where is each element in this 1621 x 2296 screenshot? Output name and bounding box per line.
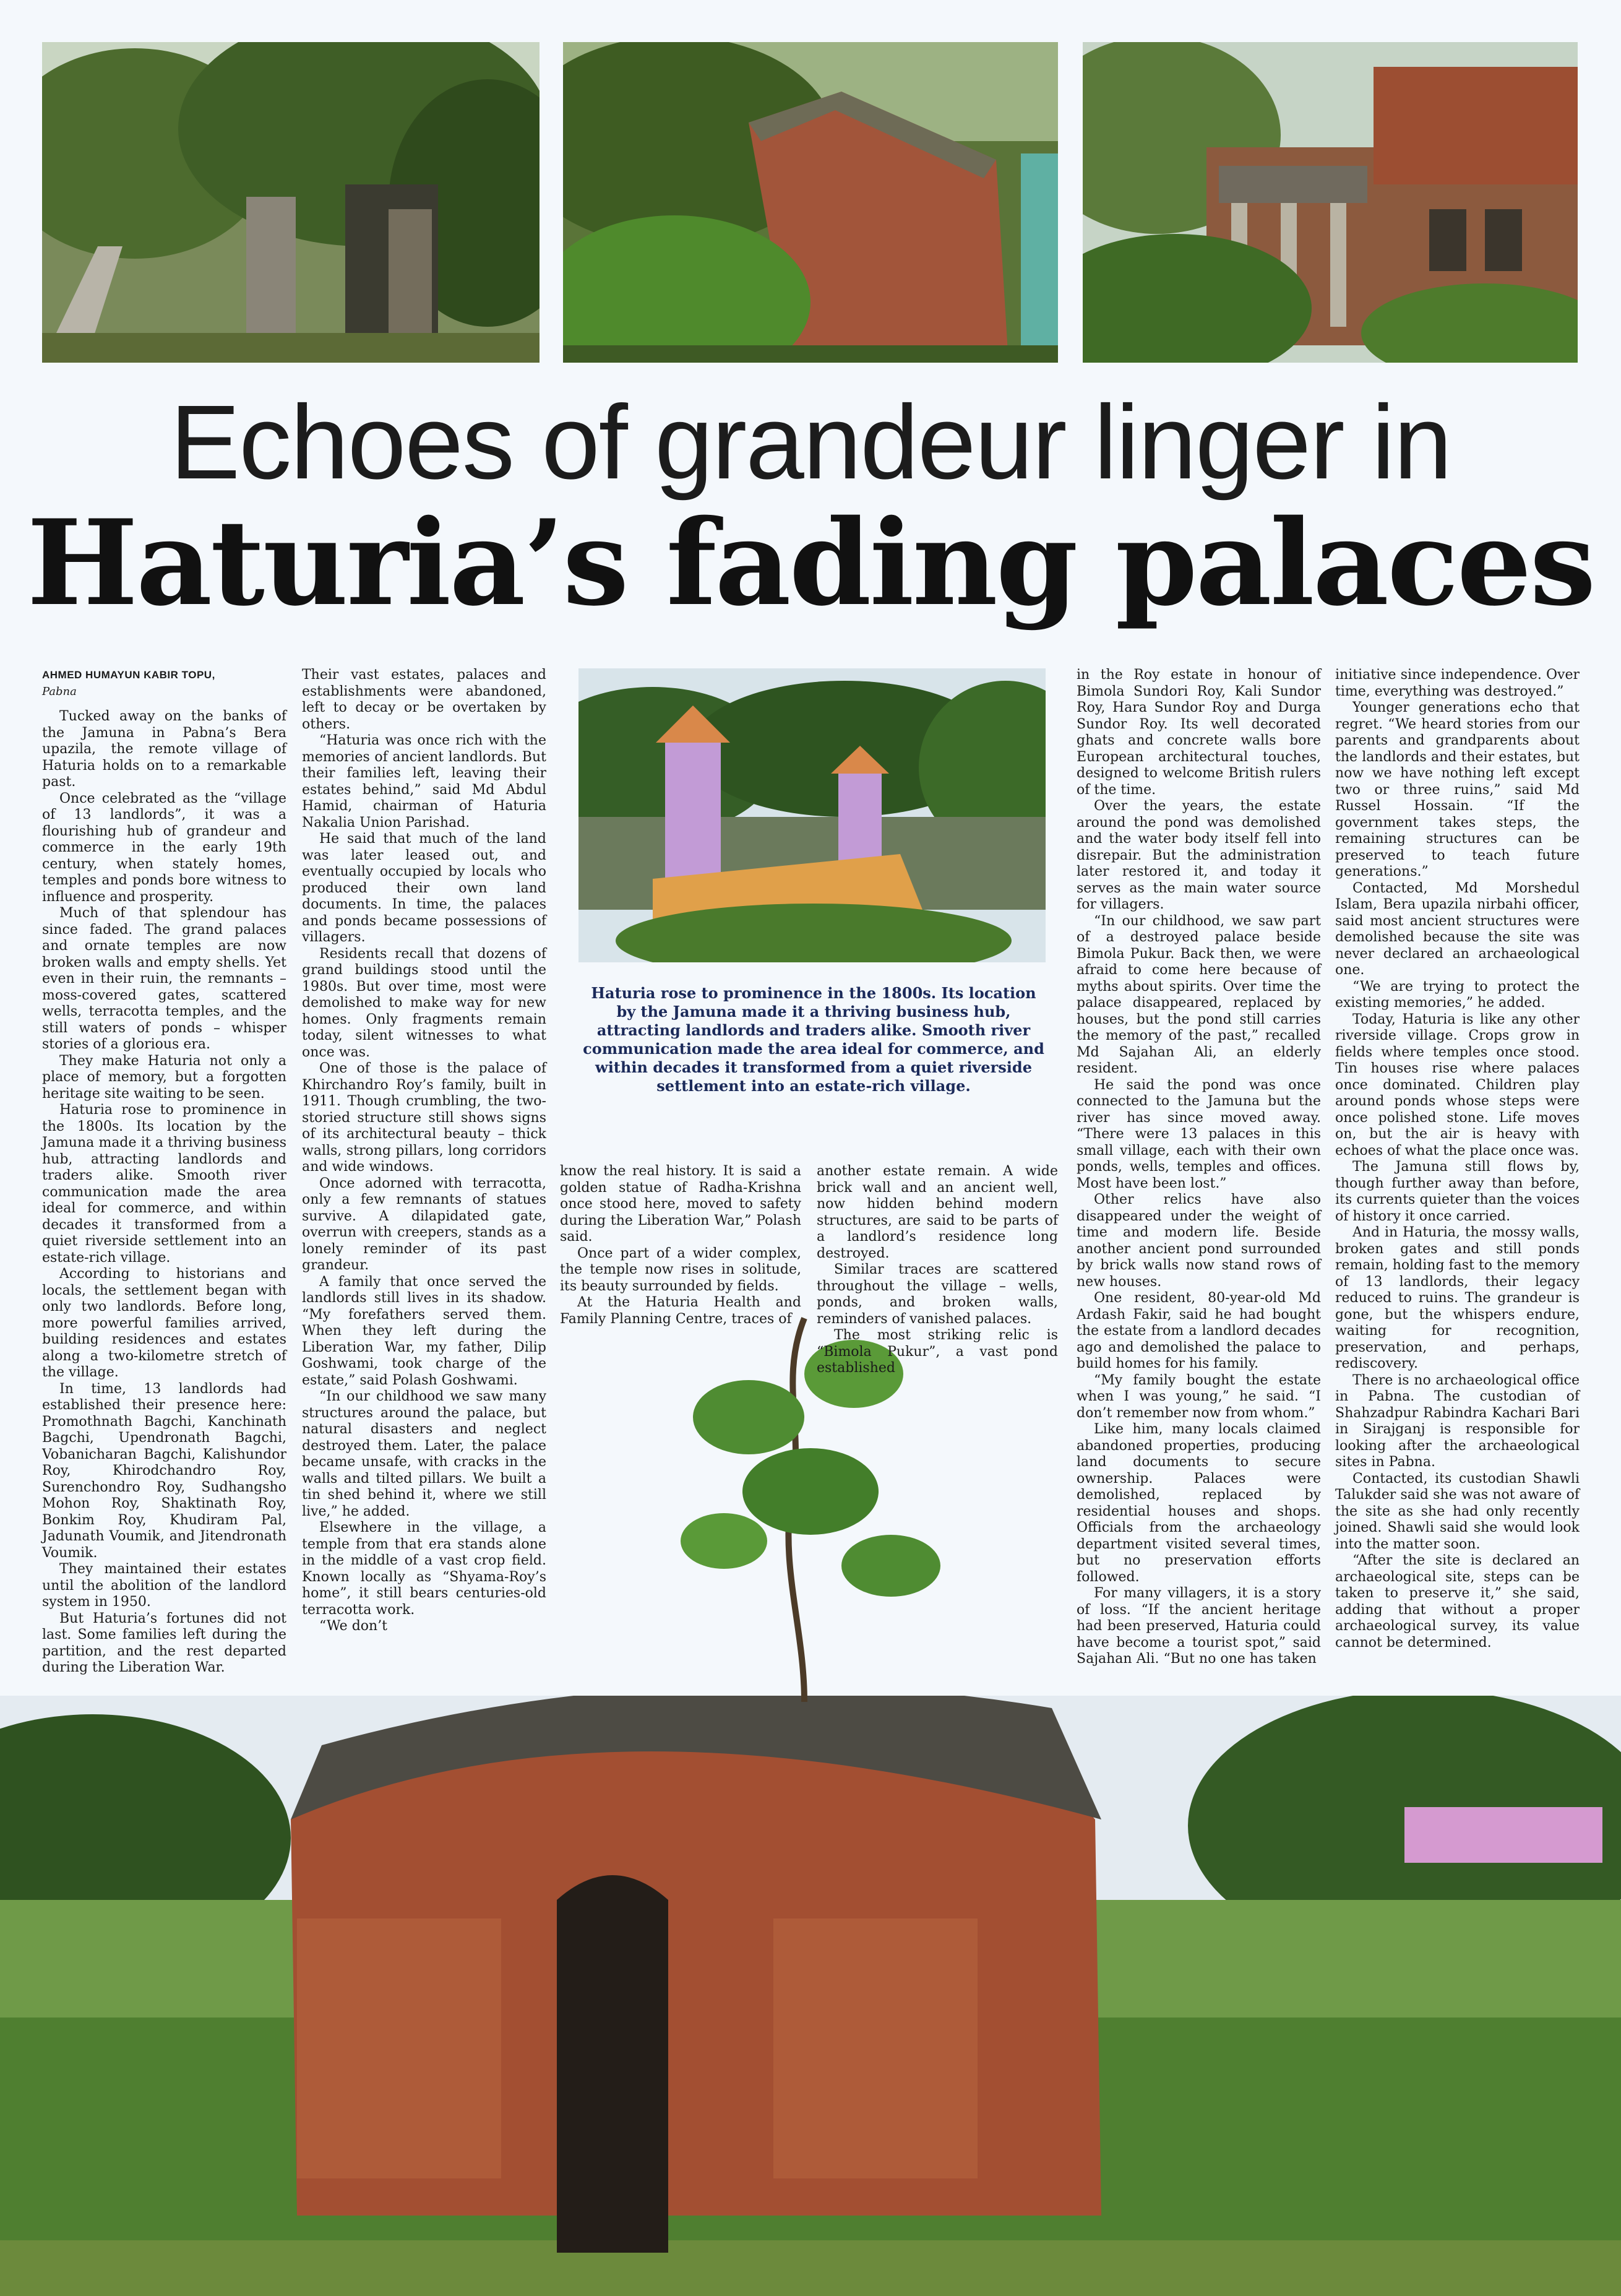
paragraph: “We don’t	[319, 1618, 388, 1634]
paragraph: “In our childhood, we saw part of a destroyed palace beside Bimola Pukur. Back then, we were afraid to come here because of myths about spirits. Over time the palace disappeared, replaced by houses, but the pond still carries the memory of the past,” recalled Md Sajahan Ali, an elderly resident.	[1077, 913, 1321, 1076]
paragraph: There is no archaeological office in Pabna. The custodian of Shahzadpur Rabindra Kachari Bari in Sirajganj is responsible for looking after the archaeological sites in Pabna.	[1335, 1372, 1580, 1470]
photo-caption: Haturia rose to prominence in the 1800s. Its location by the Jamuna made it a thriving business hub, attracting landlords and traders alike. Smooth river communication made the area ideal for commerce, and within decades it transformed from a quiet riverside settlement into an estate-rich village.	[583, 984, 1044, 1095]
photo-palace-ruin	[1083, 42, 1578, 363]
article-column-4	[817, 1163, 1058, 1386]
photo-terracotta-temple	[0, 1696, 1621, 2296]
paragraph: Residents recall that dozens of grand buildings stood until the 1980s. But over time, most were demolished to make way for new homes. Only fragments remain today, silent witnesses to what once was.	[302, 946, 546, 1060]
paragraph: Contacted, Md Morshedul Islam, Bera upazila nirbahi officer, said most ancient structures were demolished because the site was never declared an archaeological one.	[1335, 880, 1580, 978]
photo-crumbling-wall	[563, 42, 1058, 363]
paragraph: Like him, many locals claimed abandoned properties, producing land documents to secure ownership. Palaces were demolished, replaced by residential houses and shops. Officials from the archaeology department visited several times, but no preservation efforts followed.	[1077, 1422, 1321, 1585]
paragraph: “In our childhood we saw many structures around the palace, but natural disasters and neglect destroyed them. Later, the palace became unsafe, with cracks in the walls and tilted pillars. We built a tin shed behind it, where we still live,” he added.	[302, 1389, 546, 1519]
paragraph: The most striking relic is “Bimola Pukur”, a vast pond established	[817, 1327, 1058, 1376]
paragraph: Tucked away on the banks of the Jamuna in Pabna’s Bera upazila, the remote village of Haturia holds on to a remarkable past.	[42, 709, 286, 790]
headline-line2: Haturia’s fading palaces	[27, 494, 1594, 632]
paragraph: Haturia rose to prominence in the 1800s. Its location by the Jamuna made it a thriving business hub, attracting landlords and traders alike. Smooth river communication made the area ideal for commerce, and within decades it transformed from a quiet riverside settlement into an estate-rich village.	[42, 1102, 286, 1266]
paragraph: Once part of a wider complex, the temple now rises in solitude, its beauty surrounded by fields.	[560, 1245, 801, 1294]
paragraph: The Jamuna still flows by, though further away than before, its currents quieter than the voices of history it once carried.	[1335, 1159, 1580, 1224]
paragraph: “After the site is declared an archaeological site, steps can be taken to preserve it,” she said, adding that without a proper archaeological survey, its value cannot be determined.	[1335, 1553, 1580, 1651]
paragraph: According to historians and locals, the settlement began with only two landlords. Before long, more powerful families arrived, building residences and estates along a two-kilometre stretch of the village.	[42, 1266, 286, 1380]
article-column-3	[560, 1163, 801, 1386]
article-column-2	[302, 667, 546, 1688]
paragraph: But Haturia’s fortunes did not last. Some families left during the partition, and the rest departed during the Liberation War.	[42, 1610, 286, 1675]
paragraph: A family that once served the landlords still lives in its shadow. “My forefathers served them. When they left during the Liberation War, my father, Dilip Goshwami, took charge of the estate,” said Polash Goshwami.	[302, 1274, 546, 1388]
paragraph: Much of that splendour has since faded. The grand palaces and ornate temples are now broken walls and empty shells. Yet even in their ruin, the remnants – moss-covered gates, scattered wells, terracotta temples, and the still waters of ponds – whisper stories of a glorious era.	[42, 905, 286, 1052]
paragraph: One of those is the palace of Khirchandro Roy’s family, built in 1911. Though crumbling, the two-storied structure still shows signs of its architectural beauty – thick walls, strong pillars, long corridors and wide windows.	[302, 1061, 546, 1175]
paragraph: They maintained their estates until the abolition of the landlord system in 1950.	[42, 1561, 286, 1610]
photo-ruined-gate	[42, 42, 540, 363]
paragraph: Once celebrated as the “village of 13 landlords”, it was a flourishing hub of grandeur and commerce in the early 19th century, when stately homes, temples and ponds bore witness to influence and prosperity.	[42, 790, 286, 905]
paragraph: Similar traces are scattered throughout the village – wells, ponds, and broken walls, reminders of vanished palaces.	[817, 1262, 1058, 1327]
paragraph: They make Haturia not only a place of memory, but a forgotten heritage site waiting to be seen.	[42, 1053, 286, 1102]
paragraph: Once adorned with terracotta, only a few remnants of statues survive. A dilapidated gate, overrun with creepers, stands as a lonely reminder of its past grandeur.	[302, 1175, 546, 1273]
paragraph: in the Roy estate in honour of Bimola Sundori Roy, Kali Sundor Roy, Hara Sundor Roy and Durga Sundor Roy. Its well decorated ghats and concrete walls bore European architectural touches, designed to welcome British rulers of the time.	[1077, 667, 1321, 798]
photo-bimola-pukur-pond	[578, 668, 1046, 962]
paragraph: He said that much of the land was later leased out, and eventually occupied by locals who produced their own land documents. In time, the palaces and ponds became possessions of villagers.	[302, 831, 546, 945]
paragraph: He said the pond was once connected to the Jamuna but the river has since moved away. “There were 13 palaces in this small village, each with their own ponds, wells, temples and offices. Most have been lost.”	[1077, 1077, 1321, 1191]
byline-place: Pabna	[42, 684, 77, 698]
paragraph: Over the years, the estate around the pond was demolished and the water body itself fell into disrepair. But the administration later restored it, and today it serves as the main water source for villagers.	[1077, 798, 1321, 912]
article-column-5	[1077, 667, 1321, 1694]
paragraph: “My family bought the estate when I was young,” he said. “I don’t remember now from whom.”	[1077, 1372, 1321, 1421]
paragraph: One resident, 80-year-old Md Ardash Fakir, said he had bought the estate from a landlord decades ago and demolished the palace to build homes for his family.	[1077, 1290, 1321, 1371]
paragraph: For many villagers, it is a story of loss. “If the ancient heritage had been preserved, Haturia could have become a tourist spot,” said Sajahan Ali. “But no one has taken	[1077, 1586, 1321, 1667]
paragraph: know the real history. It is said a golden statue of Radha-Krishna once stood here, moved to safety during the Liberation War,” Polash said.	[560, 1163, 801, 1245]
paragraph: Younger generations echo that regret. “We heard stories from our parents and grandparents about the landlords and their estates, but now we have nothing left except two or three ruins,” said Md Russel Hossain. “If the government takes steps, the remaining structures can be preserved to teach future generations.”	[1335, 700, 1580, 879]
paragraph: Other relics have also disappeared under the weight of time and modern life. Beside another ancient pond surrounded by brick walls now stand rows of new houses.	[1077, 1192, 1321, 1290]
paragraph: “We are trying to protect the existing memories,” he added.	[1335, 978, 1580, 1011]
paragraph: In time, 13 landlords had established their presence here: Promothnath Bagchi, Kanchinath Bagchi, Upendronath Bagchi, Vobanicharan Bagchi, Kalishundor Roy, Khirodchandro Roy, Surenchondro Roy, Sudhangsho Mohon Roy, Shaktinath Roy, Bonkim Roy, Khudiram Pal, Jadunath Voumik, and Jitendronath Voumik.	[42, 1381, 286, 1561]
byline-author: AHMED HUMAYUN KABIR TOPU,	[42, 669, 215, 681]
paragraph: And in Haturia, the mossy walls, broken gates and still ponds remain, holding fast to the memory of 13 landlords, their legacy reduced to ruins. The grandeur is gone, but the whispers endure, waiting for recognition, preservation, and perhaps, rediscovery.	[1335, 1225, 1580, 1371]
paragraph: another estate remain. A wide brick wall and an ancient well, now hidden behind modern structures, are said to be parts of a landlord’s residence long destroyed.	[817, 1163, 1058, 1261]
paragraph: Their vast estates, palaces and establishments were abandoned, left to decay or be overtaken by others.	[302, 667, 546, 732]
paragraph: initiative since independence. Over time, everything was destroyed.”	[1335, 667, 1580, 699]
headline-line1: Echoes of grandeur linger in	[170, 384, 1451, 501]
paragraph: “Haturia was once rich with the memories of ancient landlords. But their families left, leaving their estates behind,” said Md Abdul Hamid, chairman of Haturia Nakalia Union Parishad.	[302, 733, 546, 831]
article-column-1	[42, 667, 286, 1688]
paragraph: Today, Haturia is like any other riverside village. Crops grow in fields where temples once stood. Tin houses rise where palaces once dominated. Children play around ponds whose steps were once polished stone. Life moves on, but the air is heavy with echoes of what the place once was.	[1335, 1011, 1580, 1159]
paragraph: Elsewhere in the village, a temple from that era stands alone in the middle of a vast crop field. Known locally as “Shyama-Roy’s home”, it still bears centuries-old terracotta work.	[302, 1520, 546, 1618]
paragraph: Contacted, its custodian Shawli Talukder said she was not aware of the site as she had only recently joined. Shawli said she would look into the matter soon.	[1335, 1470, 1580, 1552]
article-column-6	[1335, 667, 1580, 1694]
paragraph: At the Haturia Health and Family Planning Centre, traces of	[560, 1295, 801, 1327]
